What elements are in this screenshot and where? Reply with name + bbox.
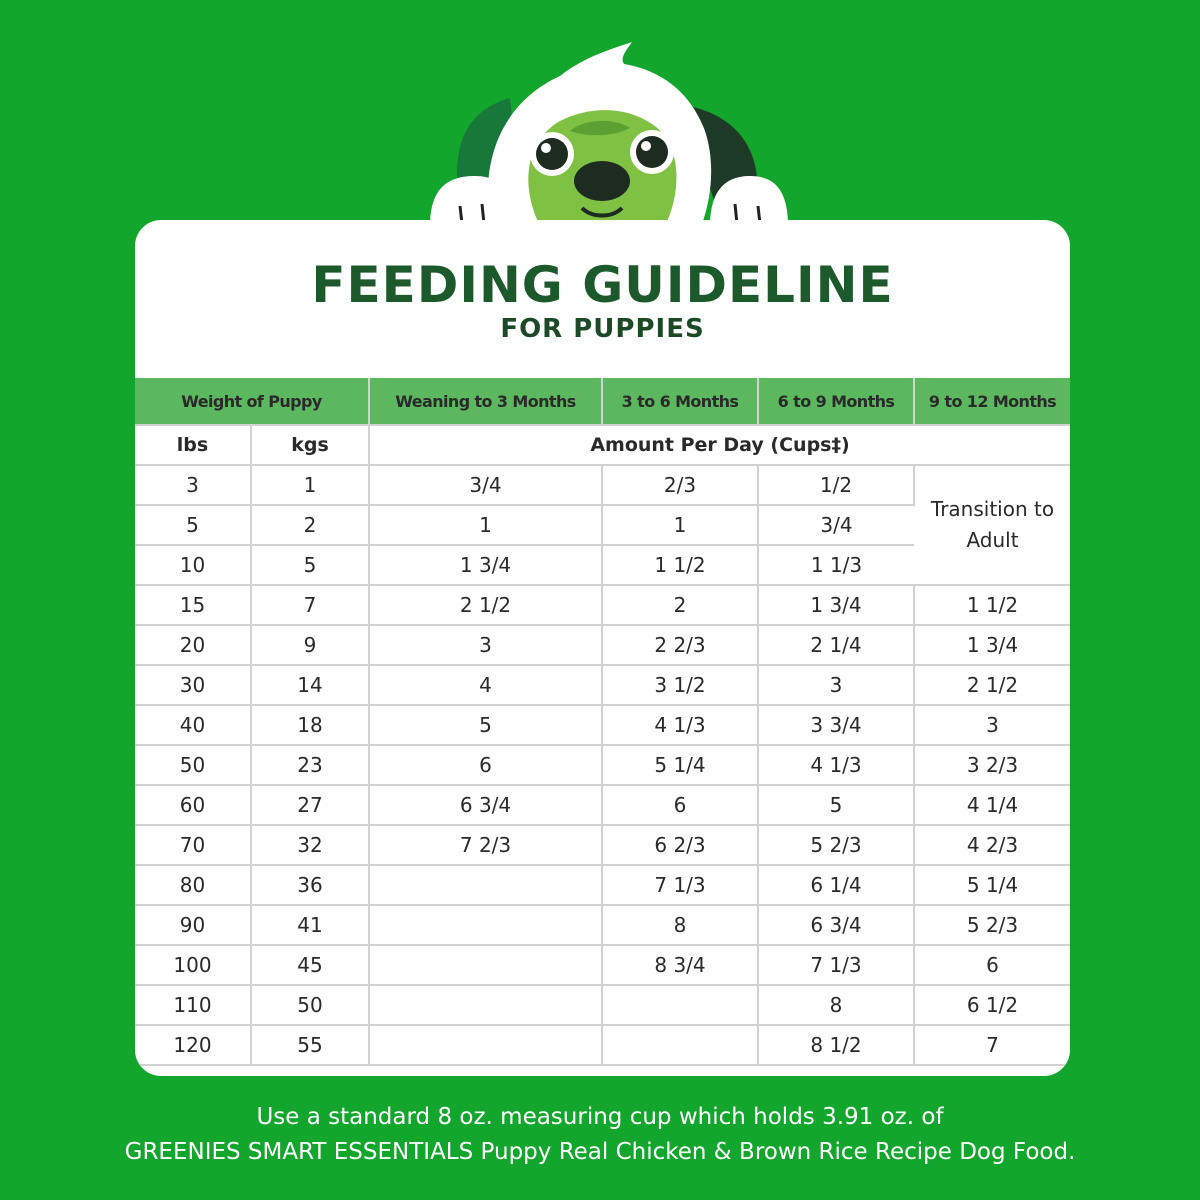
table-cell: 50	[135, 745, 251, 785]
table-cell: 2/3	[602, 465, 758, 505]
table-cell	[369, 1025, 602, 1065]
table-cell: 4 2/3	[914, 825, 1070, 865]
table-cell: 6 3/4	[758, 905, 914, 945]
units-row	[135, 425, 1070, 465]
table-cell: 7 1/3	[602, 865, 758, 905]
table-cell: 7	[251, 585, 369, 625]
table-cell: 80	[135, 865, 251, 905]
table-cell: 90	[135, 905, 251, 945]
table-row	[135, 585, 1070, 625]
footer-line-2: GREENIES SMART ESSENTIALS Puppy Real Chicken & Brown Rice Recipe Dog Food.	[124, 1139, 1076, 1165]
table-row	[135, 785, 1070, 825]
table-cell: 5 2/3	[914, 905, 1070, 945]
table-cell: 10	[135, 545, 251, 585]
table-cell: 1	[251, 465, 369, 505]
table-row	[135, 625, 1070, 665]
table-cell: 1 3/4	[758, 585, 914, 625]
table-row	[135, 465, 1070, 505]
table-cell	[602, 985, 758, 1025]
table-row	[135, 945, 1070, 985]
feeding-table	[135, 378, 1070, 1066]
table-cell: 32	[251, 825, 369, 865]
table-cell: 2	[251, 505, 369, 545]
table-cell	[369, 865, 602, 905]
table-cell: 4 1/3	[602, 705, 758, 745]
table-cell: 5	[758, 785, 914, 825]
table-row	[135, 865, 1070, 905]
table-cell: 7 1/3	[758, 945, 914, 985]
footer-line-1: Use a standard 8 oz. measuring cup which holds 3.91 oz. of	[256, 1104, 944, 1130]
table-cell: 3 2/3	[914, 745, 1070, 785]
table-cell: 110	[135, 985, 251, 1025]
table-cell: 8	[602, 905, 758, 945]
header-weaning: Weaning to 3 Months	[369, 378, 602, 425]
table-cell: 3	[758, 665, 914, 705]
table-cell: 3/4	[369, 465, 602, 505]
table-cell: 5	[135, 505, 251, 545]
table-cell: 4	[369, 665, 602, 705]
table-cell: 3	[369, 625, 602, 665]
table-row	[135, 705, 1070, 745]
table-cell: 6	[369, 745, 602, 785]
transition-cell: Transition to Adult	[914, 465, 1070, 585]
table-cell: 5 1/4	[602, 745, 758, 785]
table-cell: 40	[135, 705, 251, 745]
table-cell: 3	[135, 465, 251, 505]
table-cell: 1 1/3	[758, 545, 914, 585]
unit-amount: Amount Per Day (Cups‡)	[369, 425, 1070, 465]
table-cell: 60	[135, 785, 251, 825]
table-cell: 23	[251, 745, 369, 785]
table-cell: 18	[251, 705, 369, 745]
unit-lbs: lbs	[135, 425, 251, 465]
table-cell: 20	[135, 625, 251, 665]
table-cell: 4 1/3	[758, 745, 914, 785]
header-6-to-9: 6 to 9 Months	[758, 378, 914, 425]
table-cell: 7 2/3	[369, 825, 602, 865]
table-cell: 3 3/4	[758, 705, 914, 745]
table-cell: 50	[251, 985, 369, 1025]
table-cell: 4 1/4	[914, 785, 1070, 825]
table-cell: 6 3/4	[369, 785, 602, 825]
table-cell: 3	[914, 705, 1070, 745]
table-row	[135, 665, 1070, 705]
table-cell: 2 1/2	[914, 665, 1070, 705]
table-row	[135, 825, 1070, 865]
page-title: FEEDING GUIDELINE	[311, 256, 894, 314]
table-cell	[369, 905, 602, 945]
table-cell: 1 1/2	[602, 545, 758, 585]
table-cell: 5 2/3	[758, 825, 914, 865]
table-cell: 14	[251, 665, 369, 705]
table-row	[135, 985, 1070, 1025]
table-cell: 6 1/2	[914, 985, 1070, 1025]
feeding-card	[135, 220, 1070, 1076]
header-9-to-12: 9 to 12 Months	[914, 378, 1070, 425]
table-cell: 6 2/3	[602, 825, 758, 865]
table-cell: 2	[602, 585, 758, 625]
table-cell: 55	[251, 1025, 369, 1065]
table-cell: 5 1/4	[914, 865, 1070, 905]
table-cell	[369, 985, 602, 1025]
header-weight: Weight of Puppy	[135, 378, 369, 425]
table-cell: 41	[251, 905, 369, 945]
puppy-mascot-icon	[420, 36, 790, 226]
table-cell: 2 1/4	[758, 625, 914, 665]
table-row	[135, 745, 1070, 785]
table-cell: 3 1/2	[602, 665, 758, 705]
table-cell: 2 2/3	[602, 625, 758, 665]
table-cell: 8	[758, 985, 914, 1025]
table-cell	[369, 945, 602, 985]
table-cell: 6	[914, 945, 1070, 985]
table-cell: 70	[135, 825, 251, 865]
table-cell: 5	[369, 705, 602, 745]
table-cell: 120	[135, 1025, 251, 1065]
table-cell: 30	[135, 665, 251, 705]
table-cell: 5	[251, 545, 369, 585]
table-cell: 1/2	[758, 465, 914, 505]
table-row	[135, 905, 1070, 945]
table-cell: 8 1/2	[758, 1025, 914, 1065]
table-header-row	[135, 378, 1070, 425]
table-cell: 15	[135, 585, 251, 625]
table-cell: 45	[251, 945, 369, 985]
table-cell: 1 3/4	[369, 545, 602, 585]
unit-kgs: kgs	[251, 425, 369, 465]
table-cell: 36	[251, 865, 369, 905]
table-cell: 7	[914, 1025, 1070, 1065]
table-cell: 1	[369, 505, 602, 545]
table-row	[135, 1025, 1070, 1065]
table-cell: 27	[251, 785, 369, 825]
footer-note	[0, 1100, 1200, 1170]
page-subtitle: FOR PUPPIES	[500, 314, 705, 344]
table-cell: 8 3/4	[602, 945, 758, 985]
table-cell: 1	[602, 505, 758, 545]
table-cell: 2 1/2	[369, 585, 602, 625]
table-cell: 1 1/2	[914, 585, 1070, 625]
table-cell: 3/4	[758, 505, 914, 545]
header-3-to-6: 3 to 6 Months	[602, 378, 758, 425]
table-cell	[602, 1025, 758, 1065]
table-cell: 9	[251, 625, 369, 665]
table-cell: 6	[602, 785, 758, 825]
table-cell: 6 1/4	[758, 865, 914, 905]
table-cell: 100	[135, 945, 251, 985]
table-cell: 1 3/4	[914, 625, 1070, 665]
